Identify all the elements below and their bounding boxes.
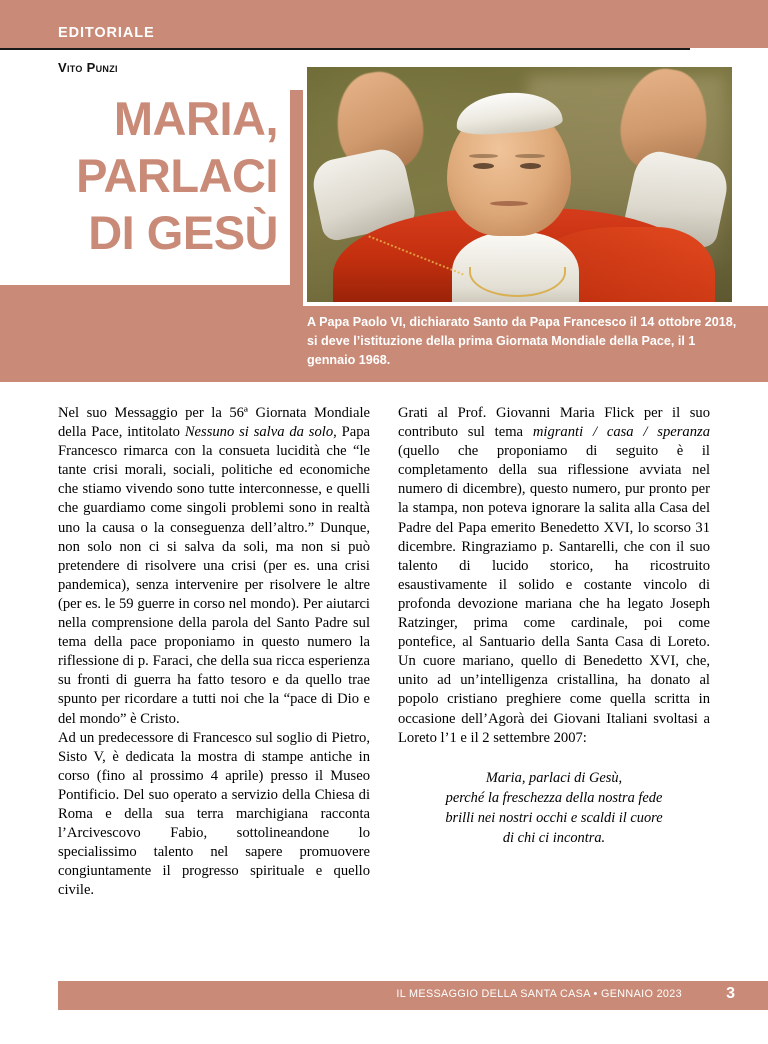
page-title xyxy=(0,90,290,261)
message-title-italic: Nessuno si salva da solo xyxy=(184,424,334,441)
footer-publication-line: IL MESSAGGIO DELLA SANTA CASA • GENNAIO 2023 xyxy=(396,988,682,1000)
headline-line-3: DI GESÙ xyxy=(88,206,278,259)
paragraph-left-1-part-a: Nel suo Messaggio per la 56ª Giornata Mondiale della Pace, intitolato xyxy=(58,405,370,441)
page-number: 3 xyxy=(726,985,735,1002)
author-byline: Vito Punzi xyxy=(58,60,118,75)
paragraph-right-1-part-a: Grati al Prof. Giovanni Maria Flick per il suo contributo sul tema xyxy=(398,405,710,441)
body-column-right xyxy=(398,404,710,900)
article-photo xyxy=(307,67,732,302)
photo-caption: A Papa Paolo VI, dichiarato Santo da Papa Francesco il 14 ottobre 2018, si deve l’istituzione della prima Giornata Mondiale della Pace, il 1 gennaio 1968. xyxy=(307,315,737,367)
article-photo-frame xyxy=(303,63,736,306)
paragraph-left-1 xyxy=(58,404,370,729)
header-divider-rule xyxy=(0,48,690,50)
paragraph-right-1 xyxy=(398,404,710,748)
prayer-verse xyxy=(398,768,710,848)
theme-title-italic: migranti / casa / speranza xyxy=(532,424,710,441)
verse-line-3: brilli nei nostri occhi e scaldi il cuore xyxy=(445,809,663,826)
verse-line-1: Maria, parlaci di Gesù, xyxy=(485,769,623,786)
headline-accent-bar-vertical xyxy=(290,90,303,297)
section-kicker: EDITORIALE xyxy=(58,25,155,41)
verse-line-2: perché la freschezza della nostra fede xyxy=(445,789,663,806)
paragraph-left-2: Ad un predecessore di Francesco sul soglio di Pietro, Sisto V, è dedicata la mostra di stampe antiche in corso (fino al prossimo 4 aprile) presso il Museo Pontificio. Del suo operato a servizio della Chiesa di Roma e della sua terra marchigiana racconta l’Arcivescovo Fabio, sottolineandone lo specialissimo talento nel sapere promuovere congiuntamente il progresso spirituale e quello civile. xyxy=(58,729,370,899)
headline-line-2: PARLACI xyxy=(76,149,278,202)
headline-line-1: MARIA, xyxy=(113,92,278,145)
photo-eyebrow-left xyxy=(469,154,499,158)
article-body xyxy=(58,404,710,900)
photo-eyebrow-right xyxy=(515,154,545,158)
verse-line-4: di chi ci incontra. xyxy=(502,829,606,846)
paragraph-left-1-part-b: , Papa Francesco rimarca con la consueta lucidità che “le tante crisi morali, sociali, politiche ed economiche che stiamo vivendo sono tutte interconnesse, e quelli che guardiamo come singoli problemi sono in realtà uno la causa o la conseguenza dell’altro.” Dunque, non solo non ci si salva da soli, ma non si può pretendere di risolvere una crisi (per es. una crisi pandemica), senza intervenire per risolvere le altre (per es. le 59 guerre in corso nel mondo). Per aiutarci nella comprensione della parola del Santo Padre sul tema della pace proponiamo in questo numero la riflessione di p. Faraci, che della sua ricca esperienza su fronti di guerra ha fatto tesoro e da quello trae spunto per ricordare a tutti noi che la “pace di Dio e del mondo” è Cristo. xyxy=(58,424,371,727)
body-column-left xyxy=(58,404,370,900)
paragraph-right-1-part-b: (quello che proponiamo di seguito è il completamento della sua riflessione avviata nel numero di dicembre), questo numero, pur pronto per la stampa, non poteva ignorare la salita alla Casa del Padre del Papa emerito Benedetto XVI, lo scorso 31 dicembre. Ringraziamo p. Santarelli, che con il suo talento di lucido storico, ha ricostruito esaustivamente il solido e costante vincolo di profonda devozione mariana che ha legato Joseph Ratzinger, prima come cardinale, poi come pontefice, al Santuario della Santa Casa di Loreto. Un cuore mariano, quello di Benedetto XVI, che, unito ad un’intelligenza cristallina, ha donato al popolo cristiano preghiere come quella scritta in occasione dell’Agorà dei Giovani Italiani svoltasi a Loreto l’1 e il 2 settembre 2007: xyxy=(398,443,710,746)
